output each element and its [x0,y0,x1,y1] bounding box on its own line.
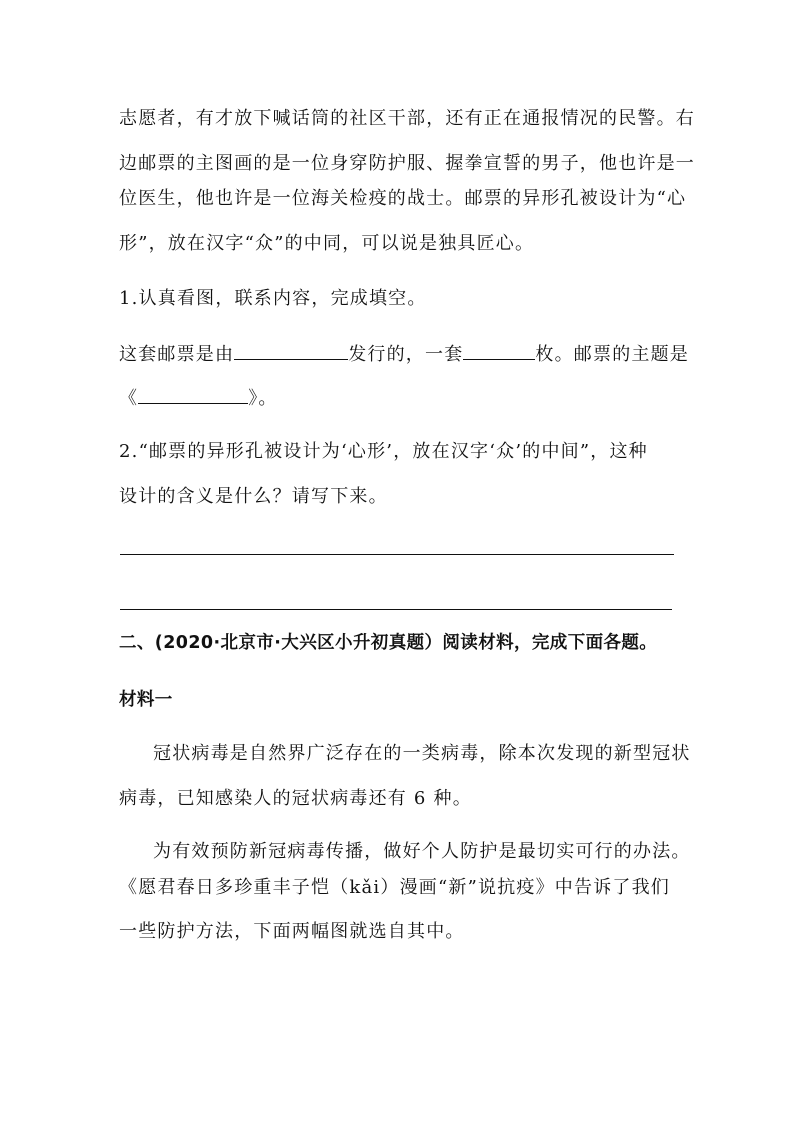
answer-blank-theme[interactable] [138,385,248,404]
passage-line-3: 位医生，他也许是一位海关检疫的战士。邮票的异形孔被设计为“心 [119,188,687,209]
fill-open-bracket: 《 [119,388,139,409]
question-1-fill-line [119,341,689,367]
material-1-para-1-line-2: 病毒，已知感染人的冠状病毒还有 6 种。 [119,788,472,809]
passage-line-4: 形”，放在汉字“众”的中同，可以说是独具匠心。 [119,233,535,254]
passage-line-1: 志愿者，有才放下喊话筒的社区干部，还有正在通报情况的民警。右 [119,108,695,129]
question-2-line-2: 设计的含义是什么？请写下来。 [119,486,388,507]
material-1-para-1-line-1: 冠状病毒是自然界广泛存在的一类病毒，除本次发现的新型冠状 [153,743,691,764]
answer-line-1[interactable] [120,554,674,555]
section-2-heading: 二、(2020·北京市·大兴区小升初真题）阅读材料，完成下面各题。 [119,633,658,653]
material-1-para-2-line-3: 一些防护方法，下面两幅图就选自其中。 [119,921,465,942]
material-1-title: 材料一 [119,690,173,710]
fill-close-bracket: 》。 [248,388,278,409]
question-2-line-1: 2.“邮票的异形孔被设计为‘心形’，放在汉字‘众’的中间”，这种 [119,441,648,462]
fill-text-3: 枚。邮票的主题是 [535,344,690,365]
fill-text-1: 这套邮票是由 [119,344,235,365]
material-1-para-2-line-2: 《愿君春日多珍重丰子恺（kǎi）漫画“新”说抗疫》中告诉了我们 [119,877,670,898]
answer-blank-count[interactable] [463,341,535,360]
question-1-theme-line [119,385,278,411]
material-1-para-2-line-1: 为有效预防新冠病毒传播，做好个人防护是最切实可行的办法。 [153,841,691,862]
answer-blank-issuer[interactable] [234,341,348,360]
question-1-prompt: 1.认真看图，联系内容，完成填空。 [119,288,427,309]
fill-text-2: 发行的，一套 [348,344,464,365]
answer-line-2[interactable] [120,609,672,610]
passage-line-2: 边邮票的主图画的是一位身穿防护服、握拳宣誓的男子，他也许是一 [119,153,695,174]
